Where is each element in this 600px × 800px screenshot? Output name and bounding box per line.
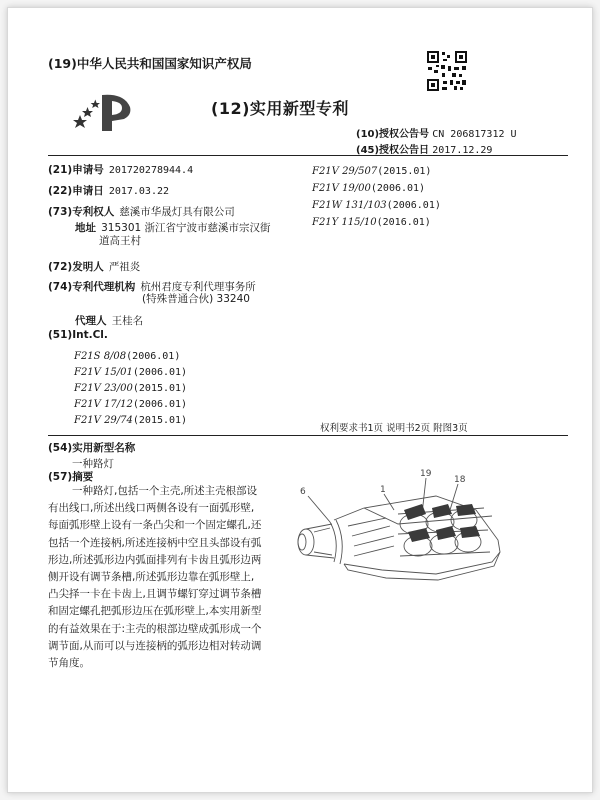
figure-label: 6: [300, 487, 306, 497]
intcl-label: (51)Int.Cl.: [48, 329, 108, 341]
address-line-2: 道高王村: [99, 235, 141, 247]
patent-page: [7, 7, 593, 793]
qr-code-icon: [426, 50, 468, 92]
application-number: 201720278944.4: [108, 165, 194, 176]
agency-line-1: 杭州君度专利代理事务所: [140, 281, 256, 293]
section-divider: [48, 435, 568, 436]
abstract-line: 和固定螺孔把弧形边压在弧形壁上,本实用新型: [48, 605, 262, 618]
page-count-note: 权利要求书1页 说明书2页 附图3页: [320, 423, 468, 434]
figure-label: 18: [454, 475, 466, 485]
intcl-item: F21V 15/01(2006.01): [74, 367, 188, 378]
classification-item: F21Y 115/10(2016.01): [312, 217, 431, 228]
classification-item: F21W 131/103(2006.01): [312, 200, 441, 211]
inventor-label: (72)发明人: [48, 261, 104, 273]
application-date: 2017.03.22: [108, 186, 170, 197]
header-divider: [48, 155, 568, 156]
inventor: 严祖炎: [108, 261, 141, 273]
application-date-label: (22)申请日: [48, 185, 104, 197]
agency-label: (74)专利代理机构: [48, 281, 136, 293]
abstract-line: 节角度。: [48, 657, 90, 670]
agency-line-2: (特殊普通合伙) 33240: [142, 293, 250, 305]
patentee-label: (73)专利权人: [48, 206, 115, 218]
document-type-title: (12)实用新型专利: [211, 99, 349, 118]
street-lamp-drawing: [286, 466, 526, 606]
abstract-line: 的有益效果在于:主壳的根部边壁成弧形成一个: [48, 622, 262, 635]
figure-label: 1: [380, 485, 386, 495]
abstract-line: 包括一个连接柄,所述连接柄中空且头部设有弧: [48, 536, 262, 549]
abstract-line: 形边,所述弧形边内弧面排列有卡齿且弧形边两: [48, 553, 262, 566]
extra-classification-list: [312, 159, 441, 227]
classification-item: F21V 19/00(2006.01): [312, 183, 426, 194]
address-line-1: 315301 浙江省宁波市慈溪市宗汉街: [101, 222, 271, 234]
intcl-item: F21V 23/00(2015.01): [74, 383, 188, 394]
utility-model-name: 一种路灯: [72, 458, 114, 470]
agent: 王桂名: [111, 315, 144, 327]
publication-number: CN 206817312 U: [432, 129, 517, 140]
figure-label: 19: [420, 469, 432, 479]
abstract-line: 每面弧形壁上设有一条凸尖和一个固定螺孔,还: [48, 519, 262, 532]
abstract-line: 一种路灯,包括一个主壳,所述主壳根部设: [72, 485, 258, 497]
application-number-label: (21)申请号: [48, 164, 104, 176]
publication-date: 2017.12.29: [432, 145, 493, 156]
authority-title: (19)中华人民共和国国家知识产权局: [48, 56, 252, 71]
abstract-line: 凸尖择一卡在卡齿上,且调节螺钉穿过调节条槽: [48, 588, 262, 601]
patentee: 慈溪市华晟灯具有限公司: [119, 206, 235, 218]
intcl-list: [74, 344, 187, 424]
classification-item: F21V 29/507(2015.01): [312, 166, 432, 177]
utility-model-name-label: (54)实用新型名称: [48, 442, 136, 454]
address-label: 地址: [75, 222, 96, 234]
abstract-line: 有出线口,所述出线口两侧各设有一面弧形壁,: [48, 502, 255, 515]
abstract-text: [48, 483, 284, 672]
publication-number-label: (10)授权公告号: [356, 129, 430, 140]
abstract-label: (57)摘要: [48, 471, 94, 483]
cnipa-logo-icon: [68, 87, 148, 135]
publication-date-label: (45)授权公告日: [356, 145, 430, 156]
intcl-item: F21S 8/08(2006.01): [74, 351, 181, 362]
agent-label: 代理人: [75, 315, 107, 327]
intcl-item: F21V 17/12(2006.01): [74, 399, 188, 410]
intcl-item: F21V 29/74(2015.01): [74, 415, 188, 426]
abstract-line: 调节面,从而可以与连接柄的弧形边相对转动调: [48, 639, 262, 652]
abstract-line: 侧开设有调节条槽,所述弧形边靠在弧形壁上,: [48, 571, 255, 584]
